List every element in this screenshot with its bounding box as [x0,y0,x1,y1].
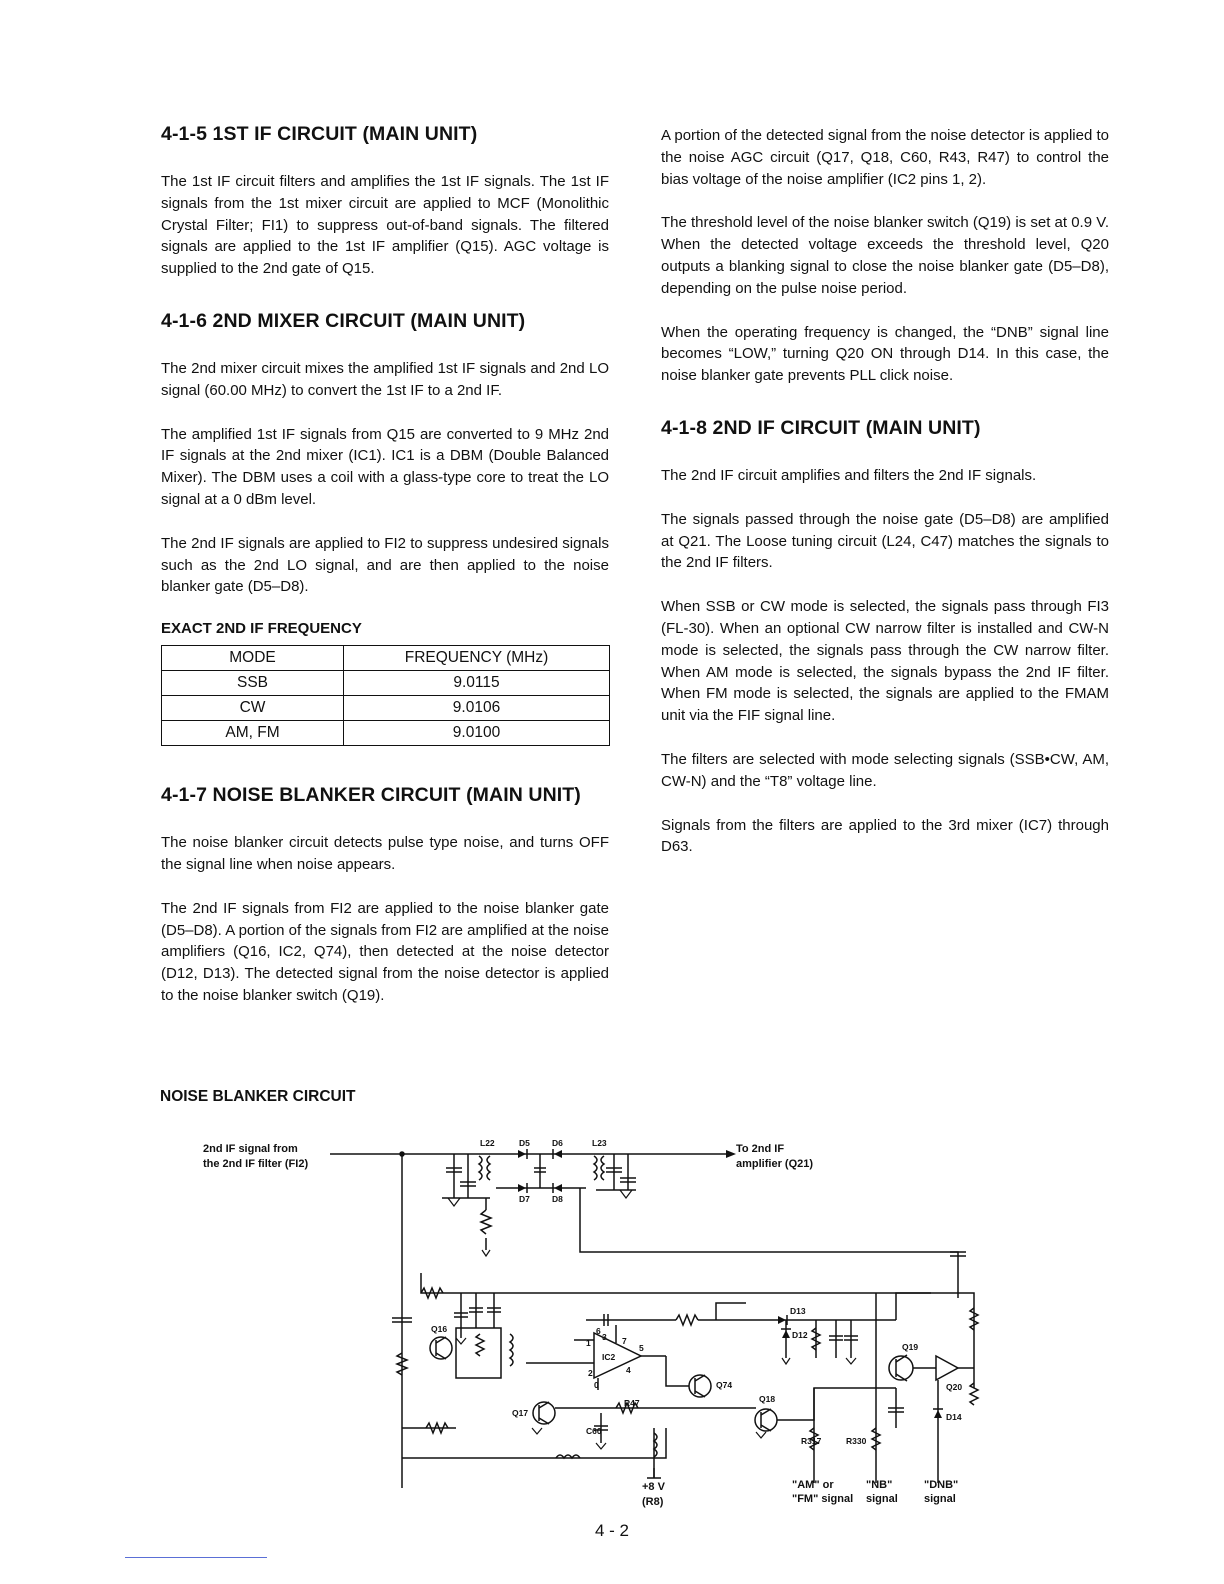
table-cell: 9.0100 [344,721,610,746]
section-title-4-1-5: 4-1-5 1ST IF CIRCUIT (MAIN UNIT) [161,123,478,145]
r47-label: R47 [624,1398,640,1408]
q17-label: Q17 [512,1408,529,1418]
table-cell: 9.0106 [344,696,610,721]
am-fm-signal-label: "AM" or [792,1479,834,1491]
q20-label: Q20 [946,1382,963,1392]
paragraph: The 2nd IF signals are applied to FI2 to suppress undesired signals such as the 2nd LO signal, and are then applied to the noise blanker gate (D5–D8). [161,534,609,596]
paragraph: The amplified 1st IF signals from Q15 are converted to 9 MHz 2nd IF signals at the 2nd mixer (IC1). IC1 is a DBM (Double Balanced Mixer). The DBM uses a coil with a glass-type core to treat the LO signal at a 0 dBm level. [161,425,609,508]
paragraph: The 2nd mixer circuit mixes the amplified 1st IF signals and 2nd LO signal (60.00 MHz) to convert the 1st IF to a 2nd IF. [161,359,609,399]
paragraph: The signals passed through the noise gate (D5–D8) are amplified at Q21. The Loose tuning circuit (L24, C47) matches the signals to the 2nd IF filters. [661,510,1109,572]
dnb-signal-label: "DNB" [924,1479,959,1491]
c60-label: C60 [586,1426,602,1436]
wire [896,1293,974,1388]
l22-label: L22 [480,1138,495,1148]
wire [777,1388,896,1420]
l22-transformer [442,1154,490,1198]
schematic-caption: NOISE BLANKER CIRCUIT [160,1088,356,1105]
paragraph: A portion of the detected signal from the noise detector is applied to the noise AGC circuit (Q17, Q18, C60, R43, R47) to control the bias voltage of the noise amplifier (IC2 pins 1, 2). [661,127,1109,188]
paragraph: The noise blanker circuit detects pulse type noise, and turns OFF the signal line when noise appears. [161,834,609,873]
d12-label: D12 [792,1330,808,1340]
q19-transistor [889,1355,913,1381]
left-column [161,120,609,1029]
q18-transistor [755,1409,777,1431]
q18-label: Q18 [759,1394,776,1404]
supply-label: (R8) [642,1496,664,1508]
input-label: 2nd IF signal from [203,1143,298,1155]
pin-label: 6 [596,1326,601,1336]
l23-transformer [594,1154,636,1190]
d7-label: D7 [519,1194,530,1204]
table-title: EXACT 2ND IF FREQUENCY [161,620,362,638]
supply-rail [421,1273,931,1293]
d14-label: D14 [946,1412,962,1422]
q74-transistor [689,1375,711,1397]
page-number: 4 - 2 [594,1521,630,1540]
resistor [676,1315,698,1325]
pin-label: 2 [588,1368,593,1378]
pin-label: 4 [626,1365,631,1375]
section-title-4-1-6: 4-1-6 2ND MIXER CIRCUIT (MAIN UNIT) [161,309,526,332]
d6-label: D6 [552,1138,563,1148]
table-cell: AM, FM [162,721,344,746]
nb-signal-label: signal [866,1493,898,1505]
d8-label: D8 [552,1194,563,1204]
pin-label: 5 [639,1343,644,1353]
gate-control-line [580,1188,958,1298]
paragraph: The threshold level of the noise blanker switch (Q19) is set at 0.9 V. When the detected voltage exceeds the threshold level, Q20 outputs a blanking signal to close the noise blanker gate (D5–D8), depending on the pulse noise period. [661,214,1110,297]
table-cell: CW [162,696,344,721]
table-header: MODE [162,646,344,671]
paragraph: The filters are selected with mode selecting signals (SSB•CW, AM, CW-N) and the “T8” voltage line. [661,750,1109,790]
paragraph: The 1st IF circuit filters and amplifies the 1st IF signals. The 1st IF signals from the 1st mixer circuit are applied to MCF (Monolithic Crystal Filter; FI1) to suppress out-of-band signals. The filtered signals are applied to the 1st IF amplifier (Q15). AGC voltage is supplied to the 2nd gate of Q15. [161,173,609,278]
ic2-label: IC2 [602,1352,616,1362]
nb-signal-label: "NB" [866,1479,893,1491]
input-label: the 2nd IF filter (FI2) [203,1158,309,1170]
section-title-4-1-7: 4-1-7 NOISE BLANKER CIRCUIT (MAIN UNIT) [161,784,581,807]
footer-rule [125,1557,267,1558]
q16-transistor [430,1337,452,1359]
pin-label: 0 [594,1380,599,1390]
r317-label: R317 [801,1436,822,1446]
q17-transistor [533,1402,555,1424]
table-header: FREQUENCY (MHz) [344,646,610,671]
q20-buffer [936,1356,958,1380]
pin-label: 3 [602,1332,607,1342]
right-column [661,120,1109,880]
resistor [481,1210,491,1234]
output-label: amplifier (Q21) [736,1158,814,1170]
d13-diode-icon [778,1316,786,1324]
q19-label: Q19 [902,1342,919,1352]
table-row [162,721,610,746]
d13-label: D13 [790,1306,806,1316]
pin-label: 1 [586,1338,591,1348]
q16-label: Q16 [431,1324,448,1334]
d5-label: D5 [519,1138,530,1148]
table-row [162,696,610,721]
r330-label: R330 [846,1436,867,1446]
dnb-signal-label: signal [924,1493,956,1505]
output-arrow-icon [726,1150,736,1158]
table-cell: SSB [162,671,344,696]
wire [716,1303,746,1320]
paragraph: When the operating frequency is changed, the “DNB” signal line becomes “LOW,” turning Q20 ON through D14. In this case, the noise blanker gate prevents PLL click noise. [661,323,1109,385]
resistor [476,1334,484,1356]
noise-blanker-schematic [196,1128,996,1513]
paragraph: The 2nd IF circuit amplifies and filters the 2nd IF signals. [661,466,1037,484]
paragraph: The 2nd IF signals from FI2 are applied to the noise blanker gate (D5–D8). A portion of the signals from FI2 are amplified at the noise amplifiers (Q16, IC2, Q74), then detected at the noise detector (D12, D13). The detected signal from the noise detector is applied to the noise blanker switch (Q19). [161,899,609,1004]
q74-label: Q74 [716,1380,733,1390]
table-header-row [162,646,610,671]
wire [666,1356,689,1386]
paragraph: Signals from the filters are applied to the 3rd mixer (IC7) through D63. [661,816,1109,856]
supply-label: +8 V [642,1481,665,1493]
am-fm-signal-label: "FM" signal [792,1493,854,1505]
section-title-4-1-8: 4-1-8 2ND IF CIRCUIT (MAIN UNIT) [661,416,981,439]
pin-label: 7 [622,1336,627,1346]
paragraph: When SSB or CW mode is selected, the signals pass through FI3 (FL-30). When an optional CW narrow filter is installed and CW-N mode is selected, the signals pass through the CW narrow filter. When AM mode is selected, the signals bypass the 2nd IF filter. When FM mode is selected, the signals are applied to the FMAM unit via the FIF signal line. [661,598,1109,725]
coil [510,1334,513,1366]
table-cell: 9.0115 [344,671,610,696]
l23-label: L23 [592,1138,607,1148]
output-label: To 2nd IF [736,1143,785,1155]
table-row [162,671,610,696]
d5-d6-diodes [496,1149,586,1193]
frequency-table [161,645,610,746]
